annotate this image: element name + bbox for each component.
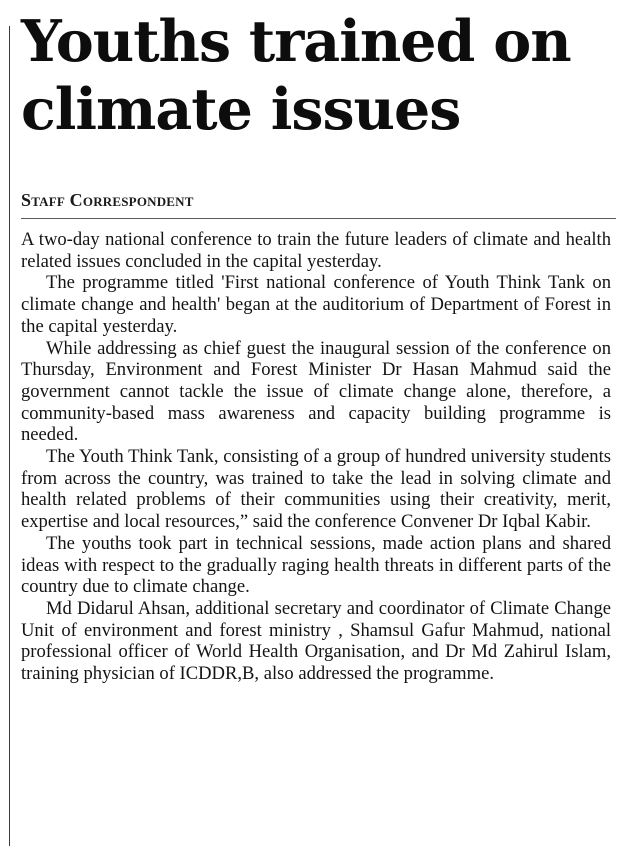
paragraph-3: While addressing as chief guest the inaugural session of the conference on Thursday, Environment and Forest Minister Dr Hasan Mahmud said the government cannot tackle the issue of climate change alone, therefore, a community-based mass awareness and capacity building programme is needed. (21, 337, 611, 446)
paragraph-1: A two-day national conference to train the future leaders of climate and health related issues concluded in the capital yesterday. (21, 229, 611, 272)
paragraph-2: The programme titled 'First national conference of Youth Think Tank on climate change and health' began at the auditorium of Department of Forest in the capital yesterday. (21, 272, 611, 337)
column-rule (9, 26, 10, 846)
headline (21, 8, 619, 144)
article-body (21, 229, 611, 685)
byline-divider (21, 218, 616, 219)
paragraph-4: The Youth Think Tank, consisting of a group of hundred university students from across the country, was trained to take the lead in solving climate and health related problems of their communities using their creativity, merit, expertise and local resources,” said the conference Convener Dr Iqbal Kabir. (21, 446, 611, 533)
headline-line-1: Youths trained on (21, 8, 571, 75)
byline: Staff Correspondent (21, 190, 194, 210)
paragraph-5: The youths took part in technical sessions, made action plans and shared ideas with respect to the gradually raging health threats in different parts of the country due to climate change. (21, 532, 611, 598)
paragraph-6: Md Didarul Ahsan, additional secretary and coordinator of Climate Change Unit of environment and forest ministry , Shamsul Gafur Mahmud, national professional officer of World Health Organisation, and Dr Md Zahirul Islam, training physician of ICDDR,B, also addressed the programme. (21, 597, 611, 685)
headline-line-2: climate issues (21, 76, 461, 143)
